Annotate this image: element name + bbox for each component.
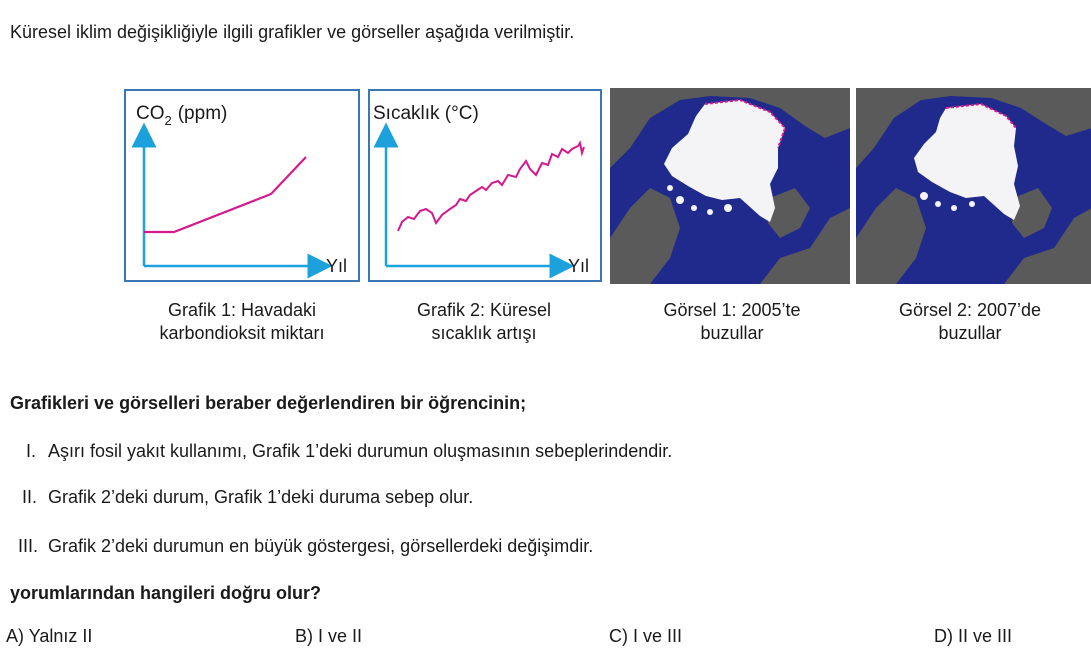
graph2-curve [398, 143, 584, 231]
graph2-caption-line1: Grafik 2: Küresel [416, 300, 552, 320]
graph1-ylabel-main: CO [136, 103, 165, 124]
option-b[interactable]: B) I ve II [295, 626, 363, 646]
intro-text: Küresel iklim değişikliğiyle ilgili grafikler ve görseller aşağıda verilmiştir. [10, 22, 575, 42]
graph2-caption [364, 299, 604, 345]
graph2-panel [368, 89, 602, 282]
option-a[interactable]: A) Yalnız II [6, 626, 93, 646]
image2-caption-line1: Görsel 2: 2007’de [898, 300, 1042, 320]
question-text: Grafikleri ve görselleri beraber değerlendiren bir öğrencinin; [10, 393, 527, 413]
graph1-caption-line2: karbondioksit miktarı [159, 323, 325, 343]
statement-1-number: I. [26, 441, 37, 461]
ice-map-2005-svg [610, 88, 850, 284]
option-d[interactable]: D) II ve III [934, 626, 1013, 646]
graph2-ylabel: Sıcaklık (°C) [373, 103, 479, 124]
image1-caption-line2: buzullar [700, 323, 764, 343]
final-question: yorumlarından hangileri doğru olur? [10, 583, 322, 603]
image1-caption [612, 299, 852, 345]
graph2-caption-line2: sıcaklık artışı [431, 323, 537, 343]
ice-map-2007 [856, 88, 1091, 284]
statement-2-number: II. [22, 487, 38, 507]
statement-2-text: Grafik 2’deki durum, Grafik 1’deki duruma sebep olur. [48, 487, 474, 507]
option-c[interactable]: C) I ve III [609, 626, 683, 646]
graph1-xlabel: Yıl [326, 256, 348, 276]
statement-1 [26, 441, 672, 462]
graph2-svg [370, 91, 600, 280]
image2-caption [850, 299, 1090, 345]
graph1-panel [124, 89, 360, 282]
graph1-curve [144, 157, 306, 232]
svg-text:CO2(ppm) [136, 103, 227, 128]
graph1-ylabel-unit: (ppm) [177, 103, 228, 124]
image2-caption-line2: buzullar [938, 323, 1002, 343]
statement-1-text: Aşırı fosil yakıt kullanımı, Grafik 1’deki durumun oluşmasının sebeplerindendir. [48, 441, 673, 461]
graph2-xlabel: Yıl [568, 256, 590, 276]
statement-3-number: III. [18, 536, 39, 556]
ice-map-2007-svg [856, 88, 1091, 284]
ice-map-2005 [610, 88, 850, 284]
image1-caption-line1: Görsel 1: 2005’te [663, 300, 801, 320]
statement-3-text: Grafik 2’deki durumun en büyük göstergesi, görsellerdeki değişimdir. [48, 536, 594, 556]
statement-2 [22, 487, 473, 508]
graph1-caption-line1: Grafik 1: Havadaki [167, 300, 317, 320]
graph1-ylabel-sub: 2 [164, 113, 172, 128]
graph1-svg [126, 91, 358, 280]
statement-3 [18, 536, 593, 557]
graph1-caption [122, 299, 362, 345]
